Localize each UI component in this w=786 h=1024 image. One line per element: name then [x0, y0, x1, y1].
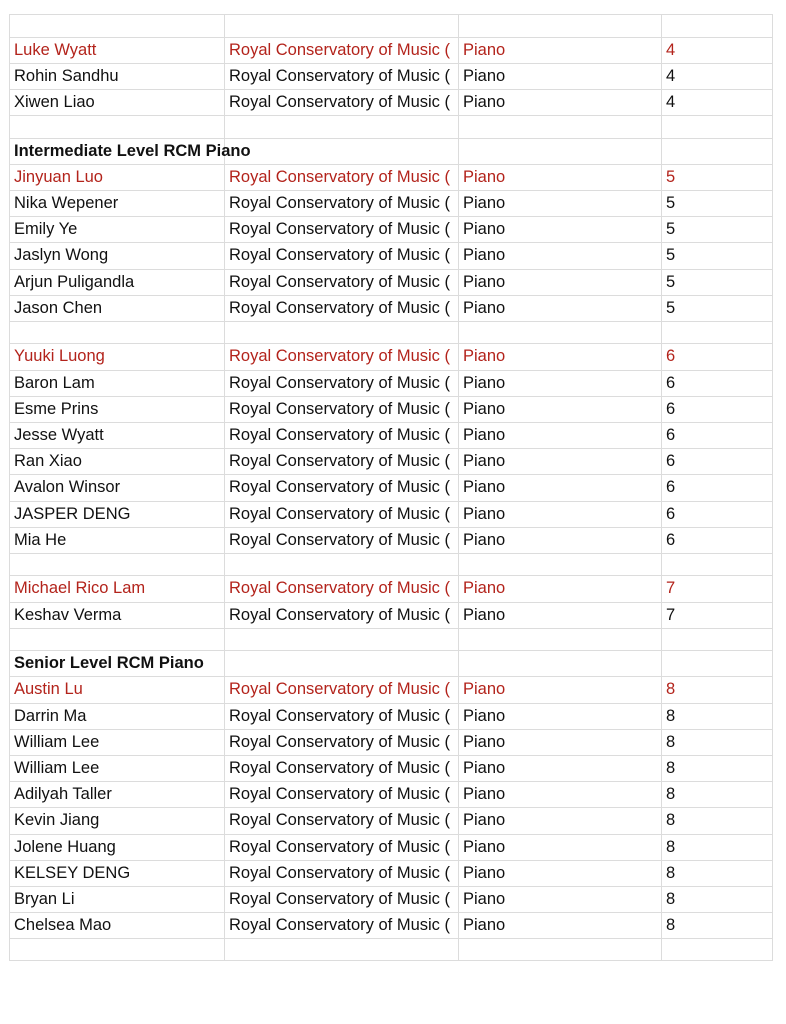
table-row	[9, 422, 773, 448]
empty-cell[interactable]	[224, 15, 458, 37]
program-cell[interactable]: Royal Conservatory of Music (	[224, 475, 458, 500]
section-heading[interactable]: Senior Level RCM Piano	[9, 651, 224, 676]
instrument-cell[interactable]: Piano	[458, 782, 661, 807]
level-cell[interactable]: 8	[661, 730, 773, 755]
program-cell[interactable]: Royal Conservatory of Music (	[224, 296, 458, 321]
level-cell[interactable]: 6	[661, 371, 773, 396]
table-row	[9, 729, 773, 755]
instrument-cell[interactable]: Piano	[458, 270, 661, 295]
empty-cell[interactable]	[224, 116, 458, 138]
empty-cell[interactable]	[224, 554, 458, 576]
student-name-cell[interactable]: Austin Lu	[9, 677, 224, 702]
empty-cell[interactable]	[458, 629, 661, 651]
level-cell[interactable]: 5	[661, 270, 773, 295]
program-cell[interactable]: Royal Conservatory of Music (	[224, 861, 458, 886]
student-name-cell[interactable]: William Lee	[9, 730, 224, 755]
table-row	[9, 190, 773, 216]
student-name-cell[interactable]: Xiwen Liao	[9, 90, 224, 115]
program-cell[interactable]: Royal Conservatory of Music (	[224, 449, 458, 474]
student-name-cell[interactable]: Emily Ye	[9, 217, 224, 242]
program-cell[interactable]: Royal Conservatory of Music (	[224, 344, 458, 369]
level-cell[interactable]: 8	[661, 835, 773, 860]
spreadsheet-grid	[9, 14, 773, 961]
program-cell[interactable]: Royal Conservatory of Music (	[224, 835, 458, 860]
level-cell[interactable]: 8	[661, 861, 773, 886]
level-cell[interactable]: 6	[661, 502, 773, 527]
table-row	[9, 703, 773, 729]
instrument-cell[interactable]: Piano	[458, 165, 661, 190]
blank-row	[9, 938, 773, 961]
level-cell[interactable]: 6	[661, 475, 773, 500]
level-cell[interactable]: 7	[661, 603, 773, 628]
student-name-cell[interactable]: Baron Lam	[9, 371, 224, 396]
level-cell[interactable]: 8	[661, 782, 773, 807]
empty-cell[interactable]	[9, 116, 224, 138]
empty-cell[interactable]	[458, 554, 661, 576]
program-cell[interactable]: Royal Conservatory of Music (	[224, 165, 458, 190]
student-name-cell[interactable]: Michael Rico Lam	[9, 576, 224, 601]
table-row	[9, 755, 773, 781]
instrument-cell[interactable]: Piano	[458, 296, 661, 321]
instrument-cell[interactable]: Piano	[458, 502, 661, 527]
level-cell[interactable]: 6	[661, 449, 773, 474]
level-cell[interactable]: 8	[661, 808, 773, 833]
program-cell[interactable]: Royal Conservatory of Music (	[224, 90, 458, 115]
student-name-cell[interactable]: Adilyah Taller	[9, 782, 224, 807]
table-row	[9, 501, 773, 527]
program-cell[interactable]: Royal Conservatory of Music (	[224, 217, 458, 242]
program-cell[interactable]: Royal Conservatory of Music (	[224, 808, 458, 833]
student-name-cell[interactable]: Arjun Puligandla	[9, 270, 224, 295]
instrument-cell[interactable]: Piano	[458, 808, 661, 833]
instrument-cell[interactable]: Piano	[458, 576, 661, 601]
level-cell[interactable]: 7	[661, 576, 773, 601]
program-cell[interactable]: Royal Conservatory of Music (	[224, 704, 458, 729]
table-row	[9, 37, 773, 63]
level-cell[interactable]: 5	[661, 296, 773, 321]
instrument-cell[interactable]: Piano	[458, 677, 661, 702]
instrument-cell[interactable]: Piano	[458, 90, 661, 115]
student-name-cell[interactable]: Darrin Ma	[9, 704, 224, 729]
table-row	[9, 860, 773, 886]
student-name-cell[interactable]: Kevin Jiang	[9, 808, 224, 833]
level-cell[interactable]: 5	[661, 191, 773, 216]
student-name-cell[interactable]: JASPER DENG	[9, 502, 224, 527]
empty-cell[interactable]	[9, 554, 224, 576]
table-row	[9, 448, 773, 474]
instrument-cell[interactable]: Piano	[458, 344, 661, 369]
table-row	[9, 343, 773, 369]
program-cell[interactable]: Royal Conservatory of Music (	[224, 677, 458, 702]
student-name-cell[interactable]: William Lee	[9, 756, 224, 781]
student-name-cell[interactable]: Avalon Winsor	[9, 475, 224, 500]
blank-row	[9, 14, 773, 37]
empty-cell[interactable]	[458, 651, 661, 676]
student-name-cell[interactable]: Jolene Huang	[9, 835, 224, 860]
student-name-cell[interactable]: Nika Wepener	[9, 191, 224, 216]
level-cell[interactable]: 8	[661, 677, 773, 702]
instrument-cell[interactable]: Piano	[458, 397, 661, 422]
level-cell[interactable]: 6	[661, 397, 773, 422]
instrument-cell[interactable]: Piano	[458, 528, 661, 553]
blank-row	[9, 553, 773, 576]
table-row	[9, 89, 773, 115]
level-cell[interactable]: 4	[661, 64, 773, 89]
instrument-cell[interactable]: Piano	[458, 756, 661, 781]
student-name-cell[interactable]: Keshav Verma	[9, 603, 224, 628]
program-cell[interactable]: Royal Conservatory of Music (	[224, 887, 458, 912]
table-row	[9, 834, 773, 860]
level-cell[interactable]: 5	[661, 243, 773, 268]
level-cell[interactable]: 4	[661, 38, 773, 63]
empty-cell[interactable]	[458, 116, 661, 138]
instrument-cell[interactable]: Piano	[458, 913, 661, 938]
table-row	[9, 370, 773, 396]
student-name-cell[interactable]: Jason Chen	[9, 296, 224, 321]
student-name-cell[interactable]: Ran Xiao	[9, 449, 224, 474]
empty-cell[interactable]	[224, 139, 458, 164]
instrument-cell[interactable]: Piano	[458, 191, 661, 216]
empty-cell[interactable]	[661, 116, 773, 138]
empty-cell[interactable]	[661, 554, 773, 576]
level-cell[interactable]: 5	[661, 217, 773, 242]
program-cell[interactable]: Royal Conservatory of Music (	[224, 191, 458, 216]
blank-row	[9, 321, 773, 344]
empty-cell[interactable]	[9, 15, 224, 37]
table-row	[9, 396, 773, 422]
level-cell[interactable]: 4	[661, 90, 773, 115]
empty-cell[interactable]	[661, 629, 773, 651]
level-cell[interactable]: 8	[661, 756, 773, 781]
table-row	[9, 602, 773, 628]
table-row	[9, 912, 773, 938]
program-cell[interactable]: Royal Conservatory of Music (	[224, 38, 458, 63]
level-cell[interactable]: 6	[661, 423, 773, 448]
instrument-cell[interactable]: Piano	[458, 704, 661, 729]
student-name-cell[interactable]: Esme Prins	[9, 397, 224, 422]
program-cell[interactable]: Royal Conservatory of Music (	[224, 603, 458, 628]
instrument-cell[interactable]: Piano	[458, 730, 661, 755]
table-row	[9, 295, 773, 321]
instrument-cell[interactable]: Piano	[458, 423, 661, 448]
table-row	[9, 781, 773, 807]
empty-cell[interactable]	[458, 139, 661, 164]
student-name-cell[interactable]: Yuuki Luong	[9, 344, 224, 369]
empty-cell[interactable]	[9, 939, 224, 960]
table-row	[9, 164, 773, 190]
section-heading[interactable]: Intermediate Level RCM Piano	[9, 139, 224, 164]
level-cell[interactable]: 8	[661, 913, 773, 938]
blank-row	[9, 115, 773, 138]
level-cell[interactable]: 6	[661, 528, 773, 553]
instrument-cell[interactable]: Piano	[458, 603, 661, 628]
program-cell[interactable]: Royal Conservatory of Music (	[224, 64, 458, 89]
student-name-cell[interactable]: Bryan Li	[9, 887, 224, 912]
empty-cell[interactable]	[224, 939, 458, 960]
program-cell[interactable]: Royal Conservatory of Music (	[224, 371, 458, 396]
empty-cell[interactable]	[661, 15, 773, 37]
student-name-cell[interactable]: Rohin Sandhu	[9, 64, 224, 89]
instrument-cell[interactable]: Piano	[458, 887, 661, 912]
empty-cell[interactable]	[458, 939, 661, 960]
table-row	[9, 269, 773, 295]
table-row	[9, 807, 773, 833]
table-row	[9, 886, 773, 912]
empty-cell[interactable]	[9, 629, 224, 651]
level-cell[interactable]: 6	[661, 344, 773, 369]
student-name-cell[interactable]: Luke Wyatt	[9, 38, 224, 63]
program-cell[interactable]: Royal Conservatory of Music (	[224, 782, 458, 807]
student-name-cell[interactable]: Jesse Wyatt	[9, 423, 224, 448]
level-cell[interactable]: 8	[661, 887, 773, 912]
empty-cell[interactable]	[661, 651, 773, 676]
program-cell[interactable]: Royal Conservatory of Music (	[224, 576, 458, 601]
instrument-cell[interactable]: Piano	[458, 835, 661, 860]
empty-cell[interactable]	[661, 322, 773, 344]
program-cell[interactable]: Royal Conservatory of Music (	[224, 528, 458, 553]
program-cell[interactable]: Royal Conservatory of Music (	[224, 397, 458, 422]
student-name-cell[interactable]: Chelsea Mao	[9, 913, 224, 938]
program-cell[interactable]: Royal Conservatory of Music (	[224, 730, 458, 755]
blank-row	[9, 628, 773, 651]
program-cell[interactable]: Royal Conservatory of Music (	[224, 913, 458, 938]
program-cell[interactable]: Royal Conservatory of Music (	[224, 502, 458, 527]
empty-cell[interactable]	[661, 139, 773, 164]
instrument-cell[interactable]: Piano	[458, 38, 661, 63]
empty-cell[interactable]	[458, 322, 661, 344]
level-cell[interactable]: 8	[661, 704, 773, 729]
empty-cell[interactable]	[458, 15, 661, 37]
table-row	[9, 474, 773, 500]
instrument-cell[interactable]: Piano	[458, 64, 661, 89]
instrument-cell[interactable]: Piano	[458, 449, 661, 474]
instrument-cell[interactable]: Piano	[458, 861, 661, 886]
table-row	[9, 575, 773, 601]
empty-cell[interactable]	[9, 322, 224, 344]
empty-cell[interactable]	[661, 939, 773, 960]
student-name-cell[interactable]: KELSEY DENG	[9, 861, 224, 886]
program-cell[interactable]: Royal Conservatory of Music (	[224, 243, 458, 268]
section-heading-row	[9, 650, 773, 676]
empty-cell[interactable]	[224, 629, 458, 651]
student-name-cell[interactable]: Jaslyn Wong	[9, 243, 224, 268]
instrument-cell[interactable]: Piano	[458, 243, 661, 268]
instrument-cell[interactable]: Piano	[458, 475, 661, 500]
table-row	[9, 216, 773, 242]
level-cell[interactable]: 5	[661, 165, 773, 190]
student-name-cell[interactable]: Mia He	[9, 528, 224, 553]
student-name-cell[interactable]: Jinyuan Luo	[9, 165, 224, 190]
instrument-cell[interactable]: Piano	[458, 371, 661, 396]
empty-cell[interactable]	[224, 322, 458, 344]
program-cell[interactable]: Royal Conservatory of Music (	[224, 423, 458, 448]
table-row	[9, 242, 773, 268]
program-cell[interactable]: Royal Conservatory of Music (	[224, 270, 458, 295]
empty-cell[interactable]	[224, 651, 458, 676]
table-row	[9, 527, 773, 553]
table-row	[9, 676, 773, 702]
section-heading-row	[9, 138, 773, 164]
instrument-cell[interactable]: Piano	[458, 217, 661, 242]
program-cell[interactable]: Royal Conservatory of Music (	[224, 756, 458, 781]
table-row	[9, 63, 773, 89]
